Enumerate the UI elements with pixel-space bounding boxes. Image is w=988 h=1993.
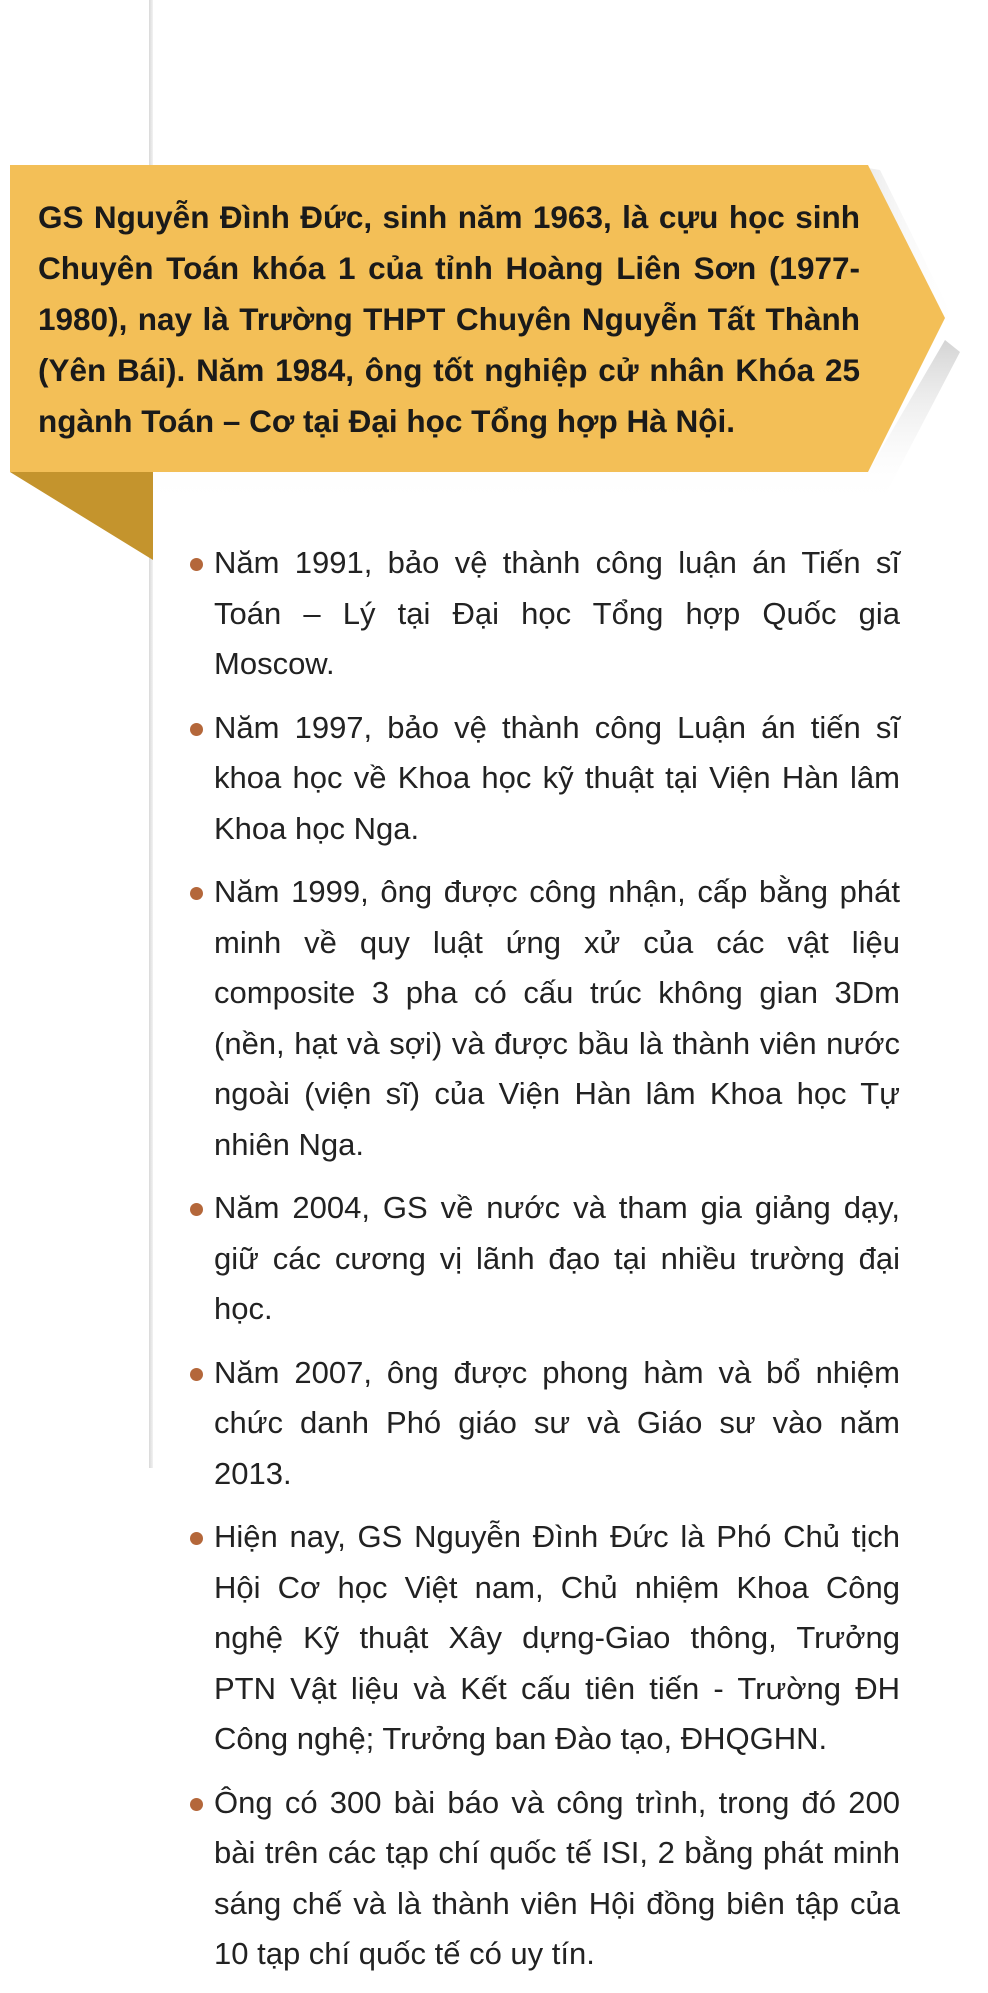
bullet-dot-icon xyxy=(190,1203,203,1216)
bullet-dot-icon xyxy=(190,1532,203,1545)
bullet-dot-icon xyxy=(190,1798,203,1811)
list-item xyxy=(190,1183,900,1335)
list-item xyxy=(190,1778,900,1980)
banner-intro-text: GS Nguyễn Đình Đức, sinh năm 1963, là cựu học sinh Chuyên Toán khóa 1 của tỉnh Hoàng Liên Sơn (1977-1980), nay là Trường THPT Chuyên Nguyễn Tất Thành (Yên Bái). Năm 1984, ông tốt nghiệp cử nhân Khóa 25 ngành Toán – Cơ tại Đại học Tổng hợp Hà Nội. xyxy=(38,199,860,439)
achievement-list xyxy=(190,538,900,1993)
bullet-dot-icon xyxy=(190,558,203,571)
bullet-dot-icon xyxy=(190,1368,203,1381)
list-item xyxy=(190,1348,900,1500)
list-item-text: Năm 1999, ông được công nhận, cấp bằng phát minh về quy luật ứng xử của các vật liệu composite 3 pha có cấu trúc không gian 3Dm (nền, hạt và sợi) và được bầu là thành viên nước ngoài (viện sĩ) của Viện Hàn lâm Khoa học Tự nhiên Nga. xyxy=(214,874,900,1162)
bullet-dot-icon xyxy=(190,723,203,736)
list-item xyxy=(190,1512,900,1765)
list-item-text: Hiện nay, GS Nguyễn Đình Đức là Phó Chủ tịch Hội Cơ học Việt nam, Chủ nhiệm Khoa Công nghệ Kỹ thuật Xây dựng-Giao thông, Trưởng PTN Vật liệu và Kết cấu tiên tiến - Trường ĐH Công nghệ; Trưởng ban Đào tạo, ĐHQGHN. xyxy=(214,1519,900,1756)
bullet-dot-icon xyxy=(190,887,203,900)
list-item-text: Năm 2007, ông được phong hàm và bổ nhiệm chức danh Phó giáo sư và Giáo sư vào năm 2013. xyxy=(214,1354,900,1491)
banner-fold xyxy=(10,472,153,560)
list-item-text: Ông có 300 bài báo và công trình, trong đó 200 bài trên các tạp chí quốc tế ISI, 2 bằng phát minh sáng chế và là thành viên Hội đồng biên tập của 10 tạp chí quốc tế có uy tín. xyxy=(214,1784,900,1971)
list-item xyxy=(190,703,900,855)
list-item-text: Năm 1991, bảo vệ thành công luận án Tiến sĩ Toán – Lý tại Đại học Tổng hợp Quốc gia Moscow. xyxy=(214,545,900,681)
list-item xyxy=(190,867,900,1170)
list-item xyxy=(190,538,900,690)
list-item-text: Năm 2004, GS về nước và tham gia giảng dạy, giữ các cương vị lãnh đạo tại nhiều trường đại học. xyxy=(214,1190,900,1326)
list-item-text: Năm 1997, bảo vệ thành công Luận án tiến sĩ khoa học về Khoa học kỹ thuật tại Viện Hàn lâm Khoa học Nga. xyxy=(214,709,900,846)
